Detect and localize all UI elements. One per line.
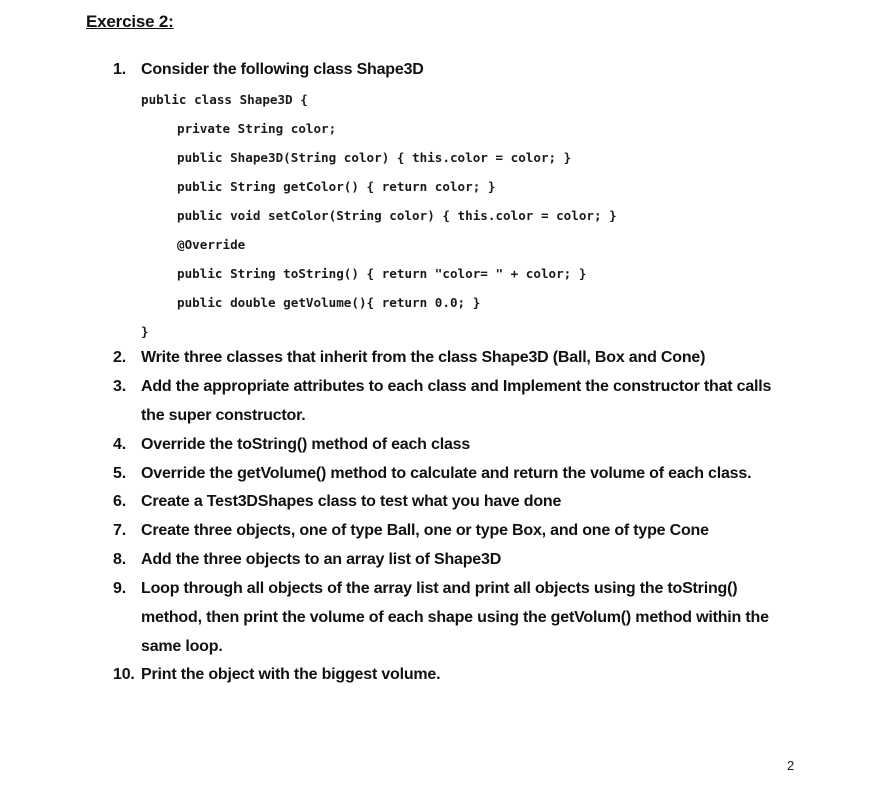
code-line: public String getColor() { return color; }: [177, 179, 496, 194]
item-text: Consider the following class Shape3D: [141, 61, 424, 78]
item-text-continuation: method, then print the volume of each shape using the getVolum() method within the: [141, 609, 769, 626]
list-item: [113, 487, 813, 516]
item-number: 8.: [113, 551, 126, 568]
list-item: [113, 516, 813, 545]
item-number: 2.: [113, 349, 126, 366]
item-text: Add the appropriate attributes to each class and Implement the constructor that calls: [141, 378, 772, 395]
item-number: 5.: [113, 465, 126, 482]
item-number: 1.: [113, 61, 126, 78]
item-number: 4.: [113, 436, 126, 453]
code-closing-brace: }: [141, 324, 149, 339]
item-number: 7.: [113, 522, 126, 539]
code-line: public double getVolume(){ return 0.0; }: [177, 295, 481, 310]
code-annotation: @Override: [177, 237, 246, 252]
list-item: [113, 55, 813, 84]
code-class-declaration: public class Shape3D {: [141, 92, 308, 107]
list-item: [113, 574, 813, 661]
code-line: public void setColor(String color) { this.color = color; }: [177, 208, 617, 223]
item-number: 3.: [113, 378, 126, 395]
item-text: Override the toString() method of each class: [141, 436, 471, 453]
list-item: [113, 343, 813, 372]
list-item: [113, 660, 813, 689]
item-text: Write three classes that inherit from the class Shape3D (Ball, Box and Cone): [141, 349, 706, 366]
item-number: 10.: [113, 666, 135, 683]
list-item: [113, 372, 813, 430]
code-line: public Shape3D(String color) { this.color = color; }: [177, 150, 572, 165]
page-number: 2: [787, 758, 795, 773]
code-line: private String color;: [177, 121, 337, 136]
item-text: Loop through all objects of the array list and print all objects using the toString(): [141, 580, 738, 597]
item-text-continuation: the super constructor.: [141, 407, 306, 424]
item-number: 6.: [113, 493, 126, 510]
code-line: public String toString() { return "color= " + color; }: [177, 266, 587, 281]
item-text: Print the object with the biggest volume.: [141, 666, 441, 683]
list-item: [113, 430, 813, 459]
item-text: Add the three objects to an array list of Shape3D: [141, 551, 502, 568]
item-text-continuation: same loop.: [141, 638, 223, 655]
item-number: 9.: [113, 580, 126, 597]
item-text: Create a Test3DShapes class to test what you have done: [141, 493, 562, 510]
list-item: [113, 545, 813, 574]
exercise-title: Exercise 2:: [86, 12, 174, 31]
item-text: Create three objects, one of type Ball, one or type Box, and one of type Cone: [141, 522, 709, 539]
list-item: [113, 459, 813, 488]
item-text: Override the getVolume() method to calculate and return the volume of each class.: [141, 465, 752, 482]
